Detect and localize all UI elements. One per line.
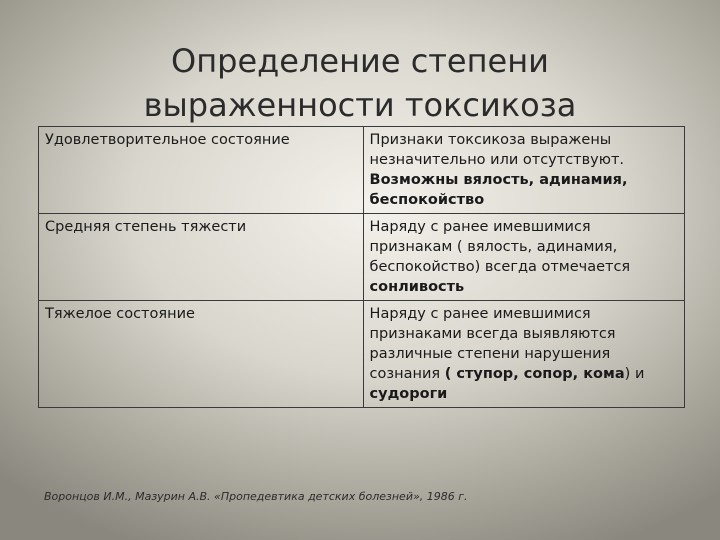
source-citation: Воронцов И.М., Мазурин А.В. «Пропедевтика детских болезней», 1986 г. (44, 490, 468, 503)
title-line-1: Определение степени (171, 42, 549, 81)
state-cell: Тяжелое состояние (39, 301, 364, 408)
signs-emphasis: судороги (369, 386, 448, 402)
title-line-2: выраженности токсикоза (143, 86, 577, 125)
signs-text: ) и (624, 366, 645, 382)
table-row (39, 127, 685, 214)
signs-emphasis: Возможны вялость, адинамия, беспокойство (369, 172, 628, 208)
signs-text: Признаки токсикоза выражены незначительно или отсутствуют. (369, 132, 625, 168)
signs-emphasis: ( ступор, сопор, кома (444, 366, 625, 382)
signs-text: Наряду с ранее имевшимися признакам ( вялость, адинамия, беспокойство) всегда отмечается (369, 219, 631, 275)
signs-cell (363, 214, 684, 301)
state-cell: Средняя степень тяжести (39, 214, 364, 301)
table-row (39, 301, 685, 408)
table-row (39, 214, 685, 301)
state-cell: Удовлетворительное состояние (39, 127, 364, 214)
signs-emphasis: сонливость (369, 279, 465, 295)
signs-cell (363, 127, 684, 214)
slide-title (0, 39, 720, 127)
signs-cell (363, 301, 684, 408)
toxicosis-table (38, 126, 685, 408)
signs-text: Наряду с ранее имевшимися признаками всегда выявляются различные степени нарушения сознания (369, 306, 616, 382)
